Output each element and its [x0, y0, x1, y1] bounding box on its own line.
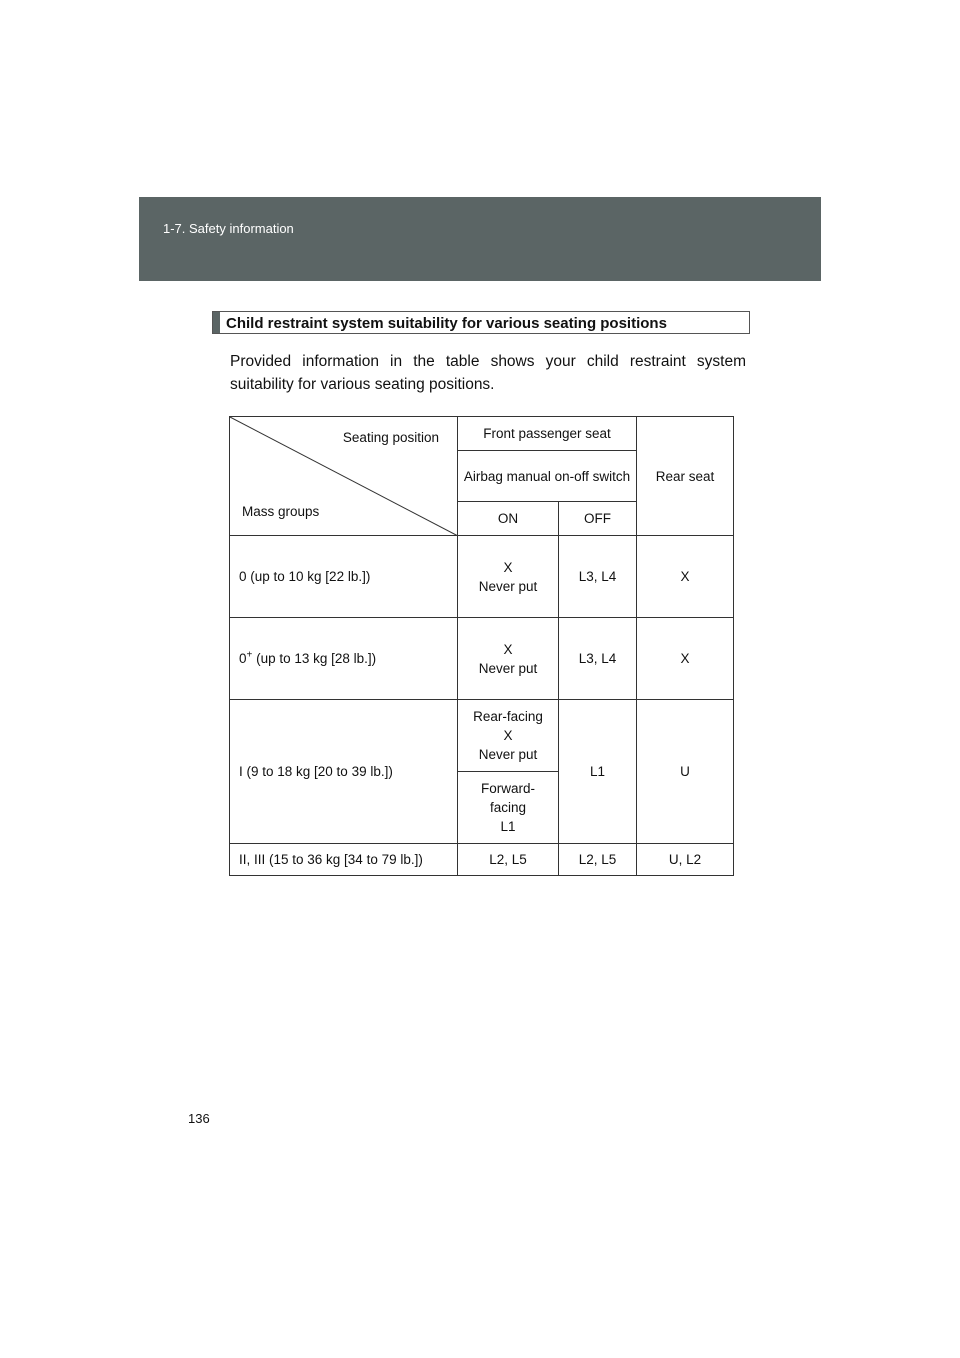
never-put-note: Never put [478, 747, 538, 762]
rear-facing-label: Rear-facing [473, 709, 543, 724]
off-cell: L1 [559, 700, 637, 844]
never-put-note: Never put [478, 660, 538, 676]
on-cell: L2, L5 [458, 844, 559, 876]
table-row [230, 700, 734, 772]
mass-group-rest: (up to 13 kg [28 lb.]) [252, 651, 377, 666]
rear-seat-cell: X [637, 536, 734, 618]
never-put-note: Never put [478, 578, 538, 594]
off-header: OFF [559, 502, 637, 536]
page-number: 136 [188, 1111, 210, 1126]
mass-group-cell: 0 (up to 10 kg [22 lb.]) [230, 536, 458, 618]
intro-paragraph: Provided information in the table shows your child restraint system suitability for various seating positions. [230, 353, 746, 393]
rear-seat-cell: U [637, 700, 734, 844]
rear-seat-header: Rear seat [637, 417, 734, 536]
mass-groups-label: Mass groups [242, 504, 320, 519]
off-cell: L2, L5 [559, 844, 637, 876]
section-heading-box [212, 311, 750, 334]
on-header: ON [458, 502, 559, 536]
not-allowed-mark: X [503, 559, 513, 575]
table-row [230, 618, 734, 700]
suitability-table [229, 416, 734, 876]
heading-marker [213, 312, 220, 333]
chapter-section-title: 1-7. Safety information [163, 221, 294, 236]
table-row [230, 536, 734, 618]
section-heading: Child restraint system suitability for various seating positions [226, 315, 667, 332]
forward-facing-cell [458, 772, 559, 844]
on-cell [458, 536, 559, 618]
airbag-switch-header: Airbag manual on-off switch [458, 451, 637, 502]
on-cell [458, 618, 559, 700]
chapter-header-bar [139, 197, 821, 281]
mass-group-cell: II, III (15 to 36 kg [34 to 79 lb.]) [230, 844, 458, 876]
mass-group-cell [230, 618, 458, 700]
front-passenger-seat-header: Front passenger seat [458, 417, 637, 451]
mass-group-cell: I (9 to 18 kg [20 to 39 lb.]) [230, 700, 458, 844]
seating-position-label: Seating position [342, 430, 439, 445]
table-corner-cell [230, 417, 458, 536]
mass-group-superscript: + [246, 649, 253, 661]
mass-group-prefix: 0 [239, 651, 247, 666]
off-cell: L3, L4 [559, 618, 637, 700]
not-allowed-mark: X [503, 728, 513, 743]
rear-seat-cell: U, L2 [637, 844, 734, 876]
forward-facing-label-2: facing [489, 800, 527, 815]
off-cell: L3, L4 [559, 536, 637, 618]
rear-facing-cell [458, 700, 559, 772]
not-allowed-mark: X [503, 641, 513, 657]
forward-facing-label-1: Forward- [480, 781, 535, 796]
forward-facing-value: L1 [500, 819, 516, 834]
table-row [230, 844, 734, 876]
rear-seat-cell: X [637, 618, 734, 700]
